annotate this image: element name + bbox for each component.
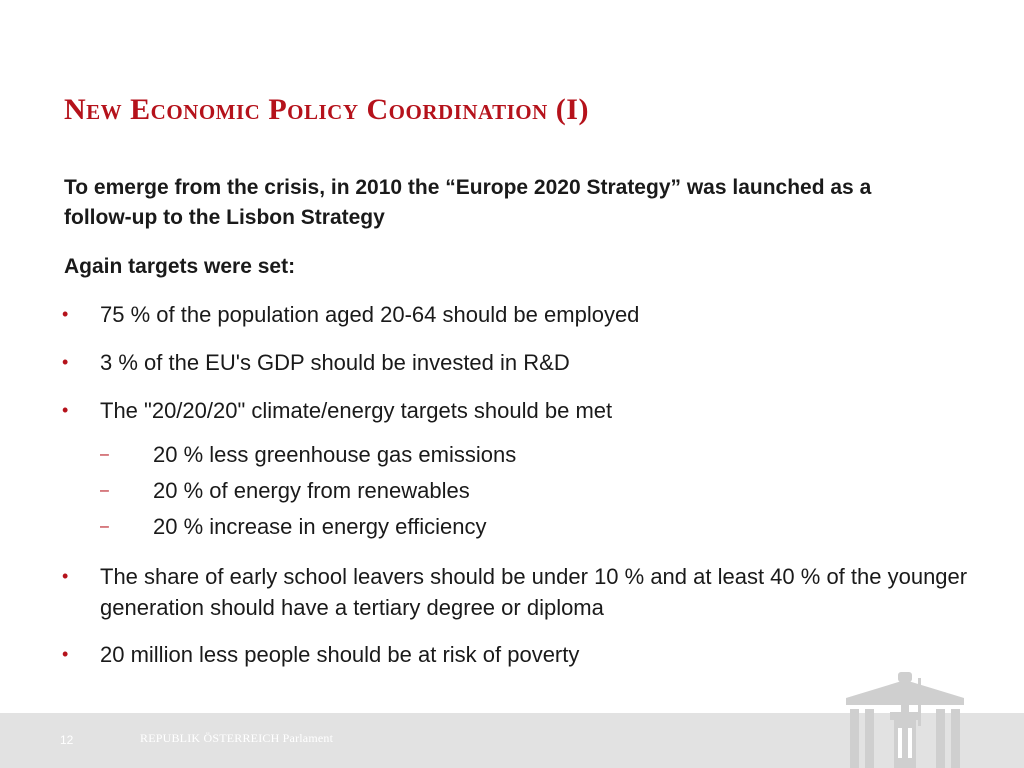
bullet-item-research [62, 347, 982, 378]
sub-bullet-marker: – [100, 518, 109, 535]
bullet-marker: • [62, 304, 69, 324]
bullet-item-poverty [62, 639, 982, 670]
sub-bullet-text: 20 % less greenhouse gas emissions [153, 442, 517, 467]
bullet-text: The "20/20/20" climate/energy targets should be met [100, 398, 613, 423]
bullet-marker: • [62, 644, 69, 664]
bullet-marker: • [62, 400, 69, 420]
targets-subheading: Again targets were set: [64, 255, 296, 278]
sub-bullet-text: 20 % of energy from renewables [153, 478, 470, 503]
bullet-item-education [62, 561, 982, 623]
bullet-marker: • [62, 352, 69, 372]
footer-brand: REPUBLIK ÖSTERREICH Parlament [140, 731, 334, 745]
bullet-item-employment [62, 299, 982, 330]
sub-bullet-marker: – [100, 482, 109, 499]
intro-paragraph: To emerge from the crisis, in 2010 the “Europe 2020 Strategy” was launched as a follow-up to the Lisbon Strategy [64, 176, 872, 229]
bullet-item-climate [62, 395, 982, 426]
sub-bullet-renewables [100, 476, 800, 506]
bullet-marker: • [62, 566, 69, 586]
sub-bullet-emissions [100, 440, 800, 470]
sub-bullet-marker: – [100, 446, 109, 463]
parliament-building-icon [840, 668, 970, 768]
slide-title: New Economic Policy Coordination (I) [64, 93, 589, 126]
sub-bullet-efficiency [100, 512, 800, 542]
bullet-text: 75 % of the population aged 20-64 should be employed [100, 302, 640, 327]
sub-bullet-text: 20 % increase in energy efficiency [153, 514, 487, 539]
bullet-text: 20 million less people should be at risk of poverty [100, 642, 580, 667]
page-number: 12 [60, 733, 74, 747]
bullet-text: 3 % of the EU's GDP should be invested in R&D [100, 350, 570, 375]
bullet-text: The share of early school leavers should be under 10 % and at least 40 % of the younger generation should have a tertiary degree or diploma [100, 564, 968, 620]
